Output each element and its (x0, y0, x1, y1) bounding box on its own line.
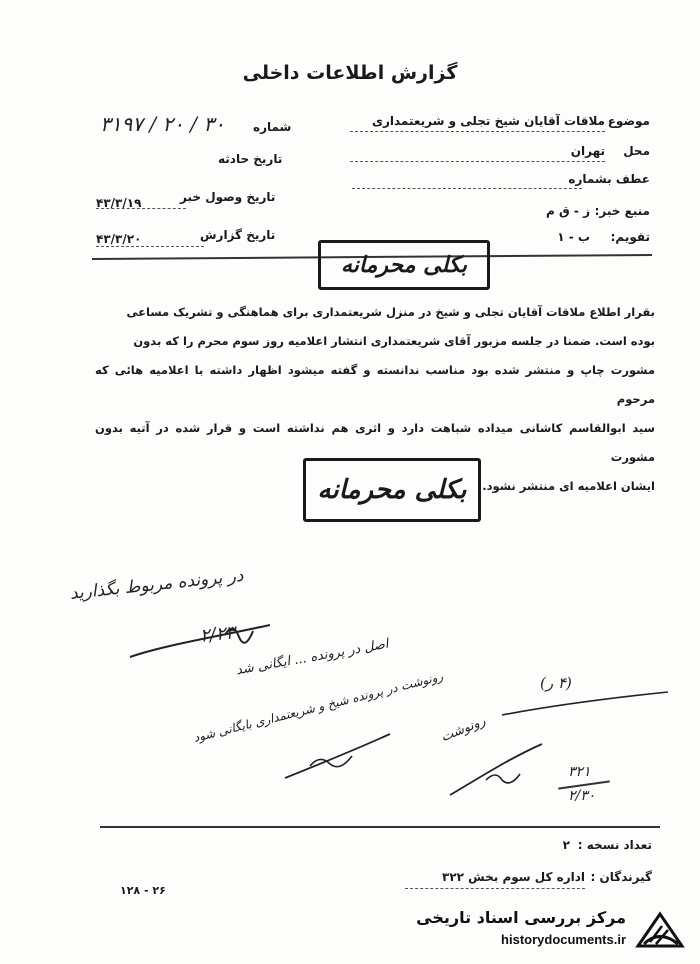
handwritten-signature-2 (280, 728, 400, 788)
number-label: شماره (253, 120, 292, 134)
handwritten-note-sent: رونوشت (438, 713, 488, 746)
body-line-1: بقرار اطلاع ملاقات آقایان تجلی و شیخ در منزل شریعتمداری برای هماهنگی و تشریک مساعی (126, 305, 655, 319)
source-value: ز - ق م (546, 204, 590, 218)
recipients-underline (405, 888, 585, 889)
report-date-label: تاریخ گزارش (200, 228, 276, 242)
handwritten-signature-1 (125, 615, 275, 665)
watermark-text-en: historydocuments.ir (501, 932, 626, 947)
footer-separator (100, 826, 660, 828)
subject-label: موضوع (607, 114, 650, 128)
receipt-date-value: ۴۳/۳/۱۹ (96, 196, 142, 210)
assessment-value: ب - ۱ (557, 230, 590, 244)
classification-stamp-center: بکلی محرمانه (303, 458, 481, 522)
copies-label: تعداد نسخه : (577, 838, 652, 852)
watermark-text-fa: مرکز بررسی اسناد تاریخی (416, 908, 626, 927)
report-date-underline (96, 246, 204, 247)
reference-underline (352, 188, 582, 189)
report-title: گزارش اطلاعات داخلی (242, 62, 458, 84)
copies-value: ۲ (562, 838, 570, 852)
body-line-3: مشورت چاپ و منتشر شده بود مناسب ندانسته و گفته میشود اظهار داشته با اعلامیه هائی که مرحوم (95, 363, 655, 406)
book-logo-icon (634, 904, 686, 954)
recipients-value: اداره کل سوم بخش ۳۲۲ (442, 870, 585, 884)
handwritten-note-archive: اصل در پرونده ... ایگانی شد (234, 636, 390, 679)
reference-label: عطف بشماره (568, 172, 650, 186)
handwritten-note-file-date: ۲/۲۳ (198, 622, 237, 647)
incident-date-label: تاریخ حادثه (218, 152, 283, 166)
classification-stamp-top: بکلی محرمانه (318, 240, 490, 290)
place-underline (350, 161, 605, 162)
place-label: محل (623, 144, 650, 158)
handwritten-signature-3 (446, 740, 546, 800)
place-value: تهران (570, 144, 605, 158)
receipt-date-label: تاریخ وصول خبر (180, 190, 276, 204)
handwritten-stroke (500, 680, 670, 720)
body-line-2: بوده است. ضمنا در جلسه مزبور آقای شریعتمداری انتشار اعلامیه روز سوم محرم را که بدون (133, 334, 655, 348)
archive-watermark (396, 902, 686, 956)
body-line-5: ایشان اعلامیه ای منتشر نشود. (482, 479, 655, 493)
subject-underline (350, 131, 605, 132)
body-line-4: سید ابوالقاسم کاشانی میداده شباهت دارد و اثری هم نداشته است و قرار شده در آتیه بدون مشورت (95, 421, 655, 464)
handwritten-fraction-bottom: ۲/۳۰ (568, 788, 596, 804)
recipients-label: گیرندگان : (590, 870, 652, 884)
handwritten-fraction-top: ۳۲۱ (568, 764, 591, 780)
receipt-date-underline (96, 208, 186, 209)
handwritten-note-file: در پرونده مربوط بگذارید (68, 565, 245, 604)
report-date-value: ۴۳/۳/۲۰ (96, 232, 142, 246)
assessment-label: تقویم: (610, 230, 650, 244)
number-value: ۳۱۹۷ / ۲۰ / ۳۰ (100, 112, 225, 136)
subject-value: ملاقات آقایان شیخ تجلی و شریعتمداری (371, 114, 605, 128)
handwritten-note-copies: رونوشت در پرونده شیخ و شریعتمداری بایگانی شود (192, 669, 445, 745)
form-code: ۱۲۸ - ۲۶ (120, 884, 166, 897)
source-label: منبع خبر: (594, 204, 650, 218)
handwritten-code: (۴ ر) (540, 674, 572, 692)
